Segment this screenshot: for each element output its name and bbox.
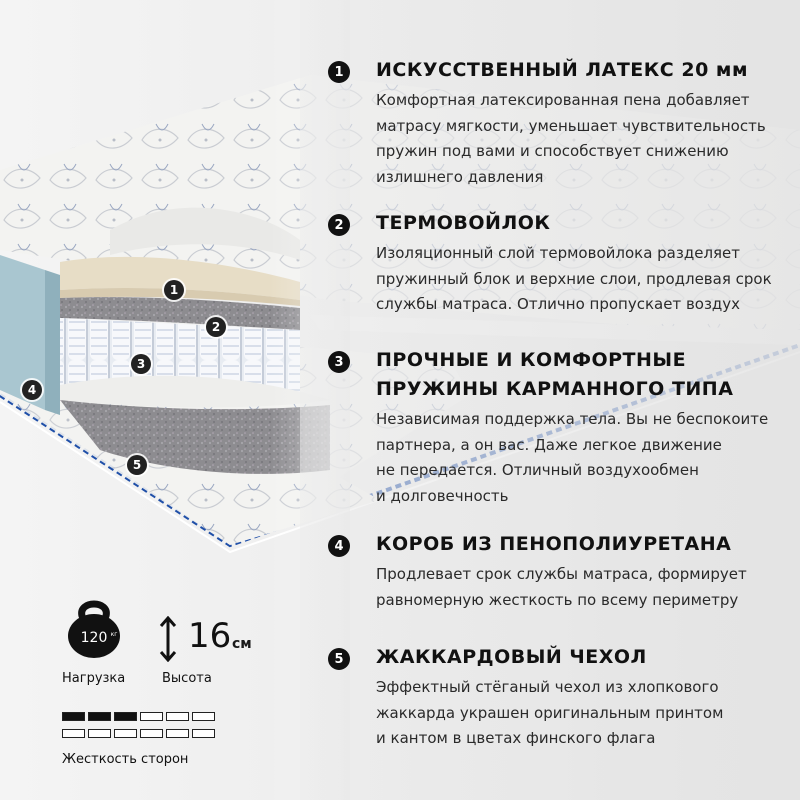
firmness-cell (192, 712, 215, 721)
feature-description: Эффектный стёганый чехол из хлопкового жаккарда украшен оригинальным принтом и кантом в цветах финского флага (376, 678, 724, 747)
firmness-cell (88, 729, 111, 738)
feature-number-badge: 1 (328, 61, 350, 83)
feature-foam-box (328, 530, 790, 613)
feature-number-badge: 2 (328, 214, 350, 236)
firmness-scale-bottom (62, 729, 215, 738)
feature-title: ПРОЧНЫЕ И КОМФОРТНЫЕ ПРУЖИНЫ КАРМАННОГО ТИПА (376, 349, 734, 400)
firmness-cell (140, 729, 163, 738)
feature-description: Независимая поддержка тела. Вы не беспокоите партнера, а он вас. Даже легкое движение не передается. Отличный воздухообмен и долговечность (376, 410, 769, 505)
firmness-cell (192, 729, 215, 738)
feature-number-badge: 5 (328, 648, 350, 670)
firmness-cell (114, 712, 137, 721)
layer-marker-5: 5 (127, 455, 147, 475)
layer-marker-2: 2 (206, 317, 226, 337)
firmness-cell (62, 712, 85, 721)
feature-jacquard-cover (328, 643, 790, 752)
feature-title: ТЕРМОВОЙЛОК (376, 212, 551, 234)
load-unit: кг (110, 631, 118, 638)
firmness-cell (88, 712, 111, 721)
firmness-cell (166, 712, 189, 721)
feature-thermofelt (328, 209, 790, 318)
height-label: Высота (162, 671, 212, 686)
feature-title: ИСКУССТВЕННЫЙ ЛАТЕКС 20 мм (376, 59, 748, 81)
layer-marker-4: 4 (22, 380, 42, 400)
feature-title: КОРОБ ИЗ ПЕНОПОЛИУРЕТАНА (376, 533, 732, 555)
feature-description: Комфортная латексированная пена добавляет матрасу мягкости, уменьшает чувствительность пружин под вами и способствует снижению излишнего давления (376, 91, 766, 186)
height-unit: см (232, 636, 252, 652)
feature-pocket-springs (328, 346, 790, 509)
feature-latex (328, 56, 790, 190)
feature-description: Продлевает срок службы матраса, формирует равномерную жесткость по всему периметру (376, 565, 747, 609)
load-label: Нагрузка (62, 671, 126, 686)
height-arrow-icon (158, 616, 178, 662)
firmness-cell (114, 729, 137, 738)
feature-number-badge: 3 (328, 351, 350, 373)
firmness-cell (166, 729, 189, 738)
firmness-label: Жесткость сторон (62, 752, 189, 767)
firmness-cell (140, 712, 163, 721)
feature-title: ЖАККАРДОВЫЙ ЧЕХОЛ (376, 646, 647, 668)
layer-marker-1: 1 (164, 280, 184, 300)
firmness-scale-top (62, 712, 215, 721)
feature-number-badge: 4 (328, 535, 350, 557)
height-value: 16 (188, 616, 232, 656)
firmness-cell (62, 729, 85, 738)
layer-marker-3: 3 (131, 354, 151, 374)
load-value: 120 (80, 630, 108, 646)
weight-kettlebell-icon (64, 596, 124, 660)
feature-description: Изоляционный слой термовойлока разделяет пружинный блок и верхние слои, продлевая срок службы матраса. Отлично пропускает воздух (376, 244, 772, 313)
